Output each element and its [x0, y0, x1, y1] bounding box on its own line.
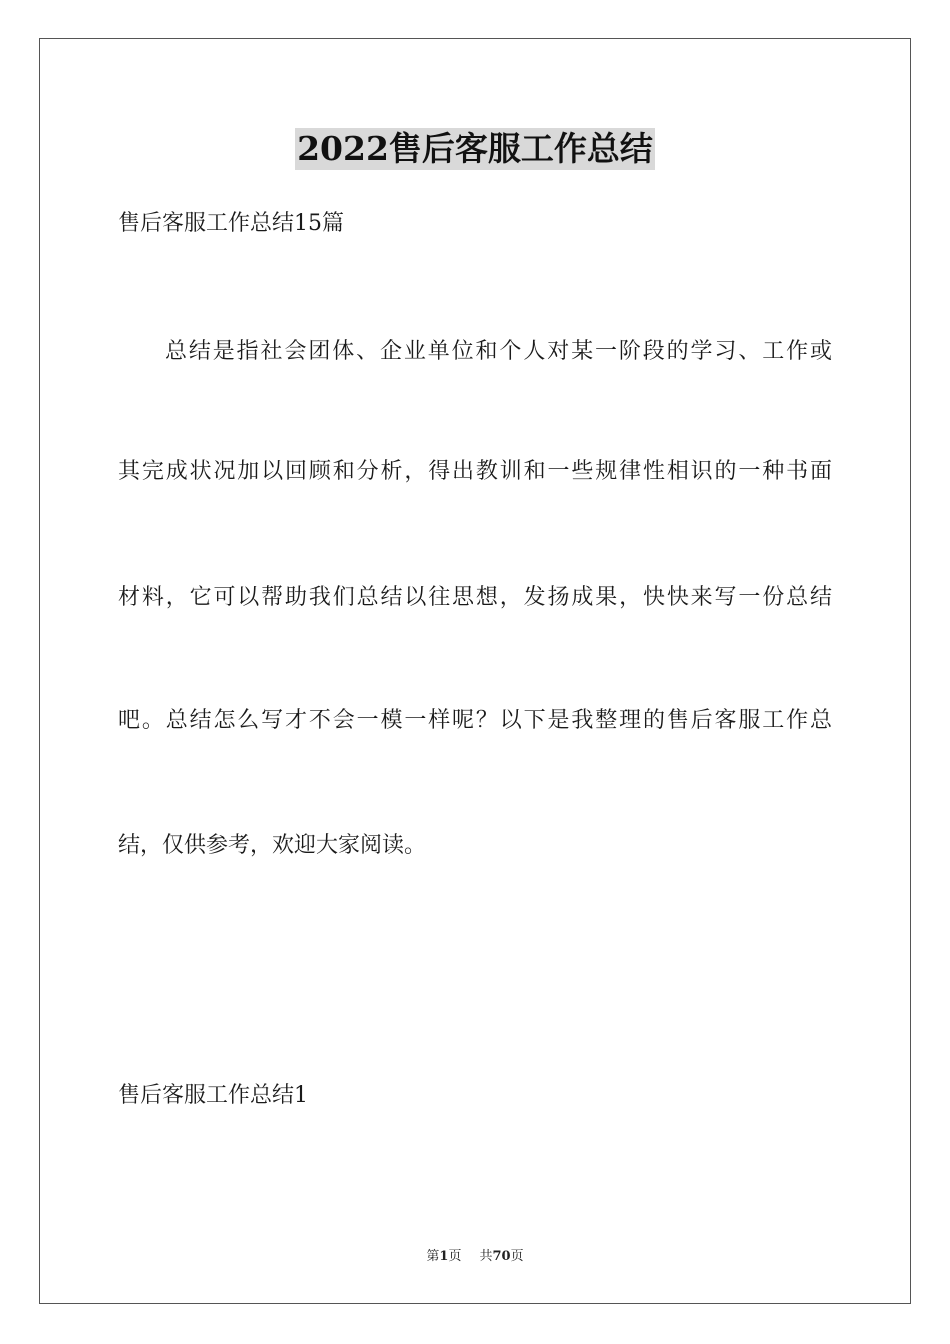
- paragraph-line: 材料，它可以帮助我们总结以往思想，发扬成果，快快来写一份总结: [118, 585, 832, 610]
- title-container: [0, 128, 950, 170]
- total-suffix: 页: [510, 1249, 524, 1264]
- page-suffix: 页: [448, 1249, 462, 1264]
- paragraph-line: 总结是指社会团体、企业单位和个人对某一阶段的学习、工作或: [165, 339, 832, 364]
- paragraph-line: 吧。总结怎么写才不会一模一样呢？以下是我整理的售后客服工作总: [118, 708, 832, 733]
- page-prefix: 第: [426, 1249, 440, 1264]
- page-footer: [0, 1247, 950, 1267]
- total-pages: 70: [492, 1249, 511, 1264]
- section-heading: 售后客服工作总结1: [118, 1083, 308, 1108]
- paragraph-line: 其完成状况加以回顾和分析，得出教训和一些规律性相识的一种书面: [118, 459, 832, 484]
- total-prefix: 共: [479, 1249, 493, 1264]
- paragraph-line: 结，仅供参考，欢迎大家阅读。: [118, 833, 427, 858]
- page-number: 1: [439, 1249, 449, 1264]
- document-subtitle: 售后客服工作总结15篇: [118, 211, 344, 236]
- document-title: 2022售后客服工作总结: [297, 129, 653, 168]
